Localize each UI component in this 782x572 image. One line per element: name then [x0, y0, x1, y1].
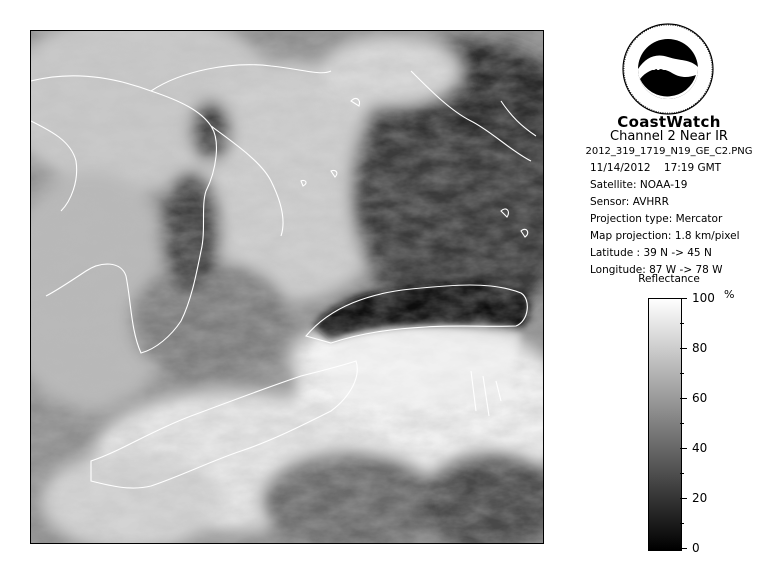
colorbar-label-0: 0 [692, 541, 700, 555]
acquisition-time: 17:19 GMT [663, 162, 722, 174]
colorbar-label-100: 100 [692, 291, 715, 305]
image-filename: 2012_319_1719_N19_GE_C2.PNG [585, 146, 753, 157]
legend-title: Reflectance [638, 273, 700, 285]
colorbar-label-80: 80 [692, 341, 708, 355]
colorbar-label-20: 20 [692, 491, 708, 505]
colorbar-tick-20 [680, 498, 687, 499]
meta-sensor: Sensor: AVHRR [590, 196, 669, 208]
colorbar-tick-0 [680, 548, 687, 549]
acquisition-date: 11/14/2012 [590, 162, 651, 174]
acquisition-datetime [590, 162, 721, 174]
colorbar-tick-40 [680, 448, 687, 449]
reflectance-colorbar [648, 298, 682, 551]
satellite-image [30, 30, 544, 544]
satellite-image-canvas [31, 31, 543, 543]
colorbar-minor-tick [680, 373, 684, 374]
colorbar-label-60: 60 [692, 391, 708, 405]
colorbar-tick-60 [680, 398, 687, 399]
colorbar-tick-100 [680, 298, 687, 299]
colorbar-minor-tick [680, 473, 684, 474]
colorbar-minor-tick [680, 423, 684, 424]
meta-map-projection: Map projection: 1.8 km/pixel [590, 230, 740, 242]
noaa-logo [622, 23, 714, 115]
meta-longitude: Longitude: 87 W -> 78 W [590, 264, 723, 276]
colorbar-minor-tick [680, 323, 684, 324]
logo-agency-text [714, 23, 715, 24]
meta-satellite: Satellite: NOAA-19 [590, 179, 688, 191]
product-title: CoastWatch [617, 113, 721, 131]
colorbar-label-40: 40 [692, 441, 708, 455]
meta-latitude: Latitude : 39 N -> 45 N [590, 247, 712, 259]
channel-subtitle: Channel 2 Near IR [610, 129, 728, 144]
colorbar-tick-80 [680, 348, 687, 349]
logo-text: NOAA [651, 62, 685, 73]
colorbar-minor-tick [680, 523, 684, 524]
legend-unit: % [724, 288, 735, 301]
meta-projection-type: Projection type: Mercator [590, 213, 723, 225]
info-panel [556, 0, 782, 572]
